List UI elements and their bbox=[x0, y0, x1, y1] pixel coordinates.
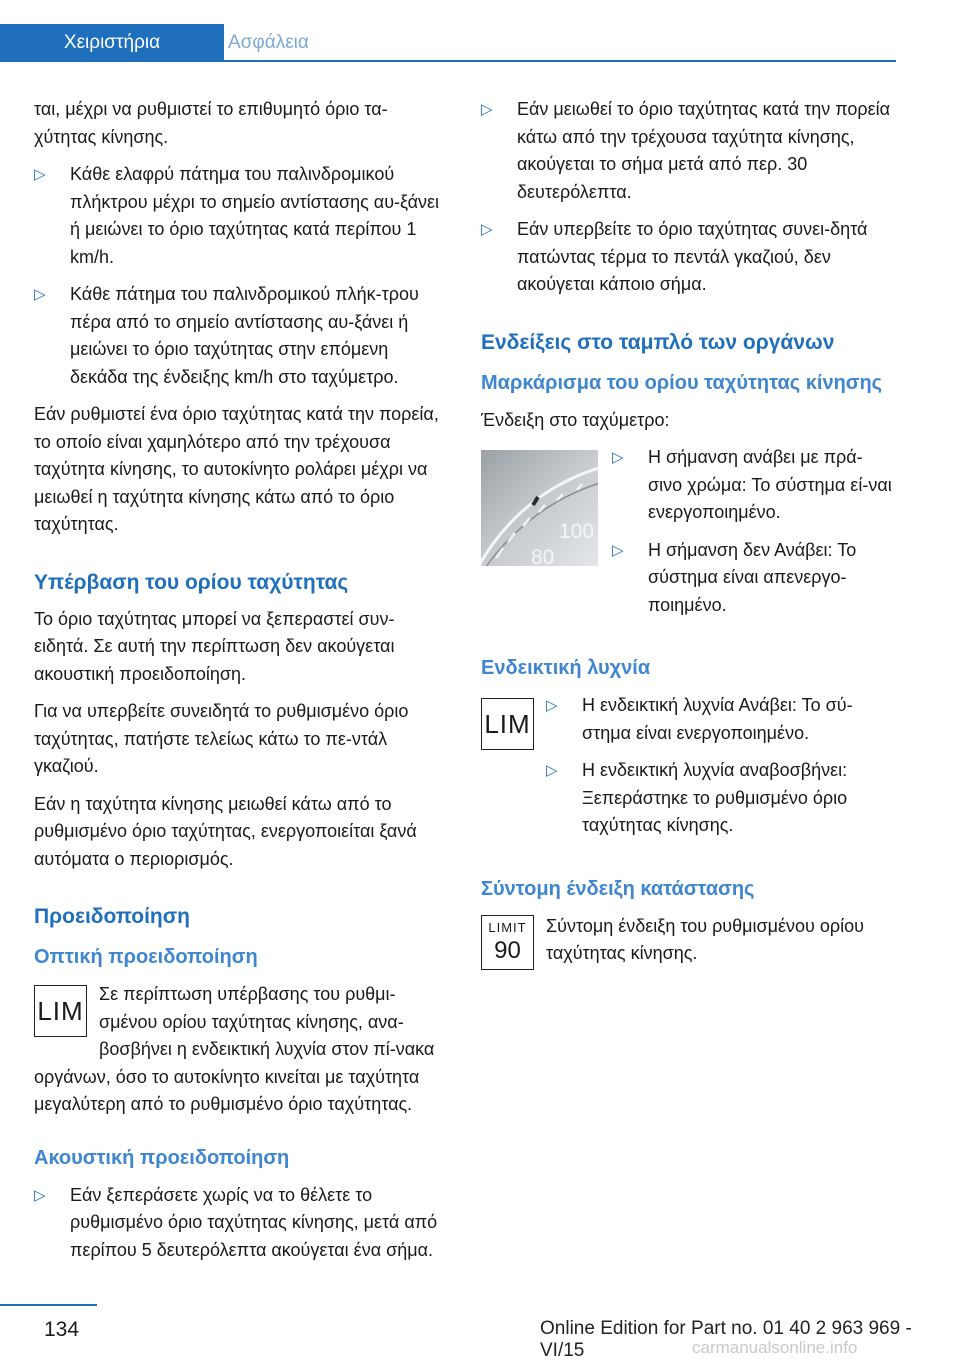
list-item bbox=[34, 1182, 448, 1265]
limit-sign-label: LIMIT bbox=[488, 919, 527, 935]
visual-warning-text: Σε περίπτωση υπέρβασης του ρυθμι‐σμένου ορίου ταχύτητας κίνησης, ανα‐βοσβήνει η ενδεικτική λυχνία στον πί‐νακα οργάνων, όσο το αυτοκίνητο κινείται με ταχύτητα μεγαλύτερη από το ρυθμισμένο όριο ταχύτητας. bbox=[34, 984, 435, 1114]
list-item bbox=[481, 96, 895, 206]
bullet-triangle-icon: ▷ bbox=[34, 1186, 46, 1204]
list-item bbox=[546, 757, 895, 840]
list-item bbox=[34, 161, 448, 271]
bullet-text: Η ενδεικτική λυχνία αναβοσβήνει: Ξεπεράστηκε το ρυθμισμένο όριο ταχύτητας κίνησης. bbox=[582, 760, 848, 835]
list-item bbox=[546, 692, 895, 747]
lamp-block bbox=[481, 692, 895, 850]
bullet-triangle-icon: ▷ bbox=[612, 541, 624, 559]
watermark: carmanualsonline.info bbox=[692, 1338, 858, 1357]
heading-acoustic-warning: Ακουστική προειδοποίηση bbox=[34, 1146, 290, 1169]
heading-visual-warning: Οπτική προειδοποίηση bbox=[34, 946, 258, 968]
bullet-text: Εάν μειωθεί το όριο ταχύτητας κατά την πορεία κάτω από την τρέχουσα ταχύτητα κίνησης, ακούγεται το σήμα μετά από περ. 30 δευτερόλεπτα. bbox=[517, 99, 891, 202]
bullet-triangle-icon: ▷ bbox=[34, 286, 46, 303]
bullet-triangle-icon: ▷ bbox=[481, 101, 493, 118]
lim-indicator-icon: LIM bbox=[34, 985, 87, 1037]
paragraph-exceed-3: Εάν η ταχύτητα κίνησης μειωθεί κάτω από το ρυθμισμένο όριο ταχύτητας, ενεργοποιείται ξανά αυτόματα ο περιορισμός. bbox=[34, 793, 417, 869]
speedometer-image bbox=[481, 450, 598, 566]
header-rule bbox=[0, 60, 896, 62]
heading-indicator-lamp: Ενδεικτική λυχνία bbox=[481, 657, 651, 679]
bullet-text: Η ενδεικτική λυχνία Ανάβει: Το σύ‐στημα είναι ενεργοποιημένο. bbox=[582, 695, 853, 743]
left-column bbox=[34, 96, 448, 1274]
tab-controls[interactable]: Χειριστήρια bbox=[0, 24, 224, 62]
right-column bbox=[481, 96, 895, 970]
gauge-label-100: 100 bbox=[559, 520, 595, 543]
edition-text: Online Edition for Part no. 01 40 2 963 969 - VI/15 bbox=[540, 1318, 912, 1361]
paragraph-exceed-2: Για να υπερβείτε συνειδητά το ρυθμισμένο όριο ταχύτητας, πατήστε τελείως κάτω το πε‐ντάλ γκαζιού. bbox=[34, 701, 409, 776]
bullet-text: Κάθε πάτημα του παλινδρομικού πλήκ‐τρου πέρα από το σημείο αντίστασης αυ‐ξάνει ή μειώνει το όριο ταχύτητας στην επόμενη δεκάδα της ένδειξης km/h στο ταχύμετρο. bbox=[70, 284, 419, 387]
heading-indicators: Ενδείξεις στο ταμπλό των οργάνων bbox=[481, 330, 835, 354]
list-item bbox=[612, 444, 895, 527]
tab-safety[interactable]: Ασφάλεια bbox=[228, 32, 309, 53]
list-item bbox=[34, 281, 448, 391]
bullet-triangle-icon: ▷ bbox=[546, 697, 558, 714]
bullet-text: Κάθε ελαφρύ πάτημα του παλινδρομικού πλήκτρου μέχρι το σημείο αντίστασης αυ‐ξάνει ή μειώνει το όριο ταχύτητας κατά περίπου 1 km/h. bbox=[70, 164, 440, 267]
page-number: 134 bbox=[44, 1318, 80, 1341]
bullet-triangle-icon: ▷ bbox=[612, 449, 624, 466]
speedometer-block bbox=[481, 444, 895, 629]
bullet-text: Εάν ξεπεράσετε χωρίς να το θέλετε το ρυθμισμένο όριο ταχύτητας κίνησης, μετά από περίπου 5 δευτερόλεπτα ακούγεται ένα σήμα. bbox=[70, 1184, 438, 1260]
heading-short-status: Σύντομη ένδειξη κατάστασης bbox=[481, 877, 755, 900]
short-status-block bbox=[481, 913, 895, 970]
bullet-triangle-icon: ▷ bbox=[546, 762, 558, 779]
lamp-bullets bbox=[546, 692, 895, 850]
heading-speed-limit-marking: Μαρκάρισμα του ορίου ταχύτητας κίνησης bbox=[481, 371, 883, 394]
heading-warning: Προειδοποίηση bbox=[34, 905, 190, 928]
limit-sign-icon bbox=[481, 915, 534, 970]
bullet-text: Η σήμανση ανάβει με πρά‐σινο χρώμα: Το σύστημα εί‐ναι ενεργοποιημένο. bbox=[648, 447, 892, 522]
list-item bbox=[612, 537, 895, 620]
gauge-label-80: 80 bbox=[531, 546, 555, 566]
visual-warning-block bbox=[34, 981, 448, 1119]
bullet-text: Εάν υπερβείτε το όριο ταχύτητας συνει‐δητά πατώντας τέρμα το πεντάλ γκαζιού, δεν ακούγεται κάποιο σήμα. bbox=[517, 219, 868, 294]
list-item bbox=[481, 216, 895, 299]
bullet-text: Η σήμανση δεν Ανάβει: Το σύστημα είναι απενεργο‐ποιημένο. bbox=[648, 539, 857, 615]
bullet-triangle-icon: ▷ bbox=[34, 166, 46, 183]
intro-text: ται, μέχρι να ρυθμιστεί το επιθυμητό όριο τα‐χύτητας κίνησης. bbox=[34, 99, 388, 147]
paragraph-coasting: Εάν ρυθμιστεί ένα όριο ταχύτητας κατά την πορεία, το οποίο είναι χαμηλότερο από την τρέχουσα ταχύτητα κίνησης, το αυτοκίνητο ρολάρει μέχρι να μειωθεί η ταχύτητα κίνησης κάτω από το όριο ταχύτητας. bbox=[34, 404, 439, 534]
bullet-triangle-icon: ▷ bbox=[481, 221, 493, 238]
limit-sign-value: 90 bbox=[494, 936, 521, 964]
heading-exceed-limit: Υπέρβαση του ορίου ταχύτητας bbox=[34, 570, 349, 594]
lim-lamp-icon: LIM bbox=[481, 698, 534, 750]
marking-bullets bbox=[612, 444, 895, 629]
marking-intro: Ένδειξη στο ταχύμετρο: bbox=[481, 409, 670, 430]
footer-rule bbox=[0, 1304, 97, 1306]
short-status-text: Σύντομη ένδειξη του ρυθμισμένου ορίου ταχύτητας κίνησης. bbox=[546, 915, 864, 963]
paragraph-exceed-1: Το όριο ταχύτητας μπορεί να ξεπεραστεί συν‐ειδητά. Σε αυτή την περίπτωση δεν ακούγεται ακουστική προειδοποίηση. bbox=[34, 608, 395, 684]
